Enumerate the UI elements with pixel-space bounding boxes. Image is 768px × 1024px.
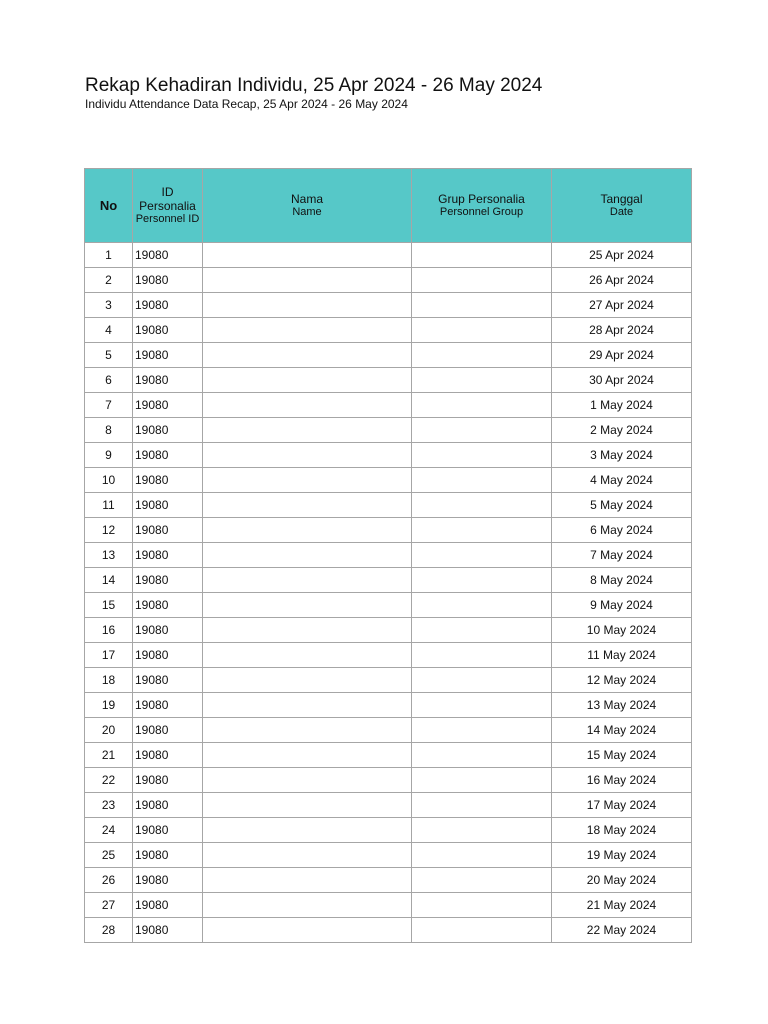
personnel-id-cell: 19080	[133, 443, 203, 468]
name-cell	[203, 543, 412, 568]
personnel-id-cell: 19080	[133, 868, 203, 893]
name-cell	[203, 418, 412, 443]
personnel-group-cell	[412, 318, 552, 343]
name-cell	[203, 868, 412, 893]
date-cell: 11 May 2024	[552, 643, 692, 668]
personnel-id-cell: 19080	[133, 318, 203, 343]
table-row	[85, 468, 692, 493]
name-cell	[203, 843, 412, 868]
table-row	[85, 493, 692, 518]
name-cell	[203, 243, 412, 268]
personnel-group-cell	[412, 693, 552, 718]
column-header-personnel-group	[412, 169, 552, 243]
personnel-group-cell	[412, 593, 552, 618]
row-number-cell: 3	[85, 293, 133, 318]
table-row	[85, 268, 692, 293]
name-cell	[203, 518, 412, 543]
name-cell	[203, 568, 412, 593]
table-row	[85, 793, 692, 818]
personnel-group-cell	[412, 868, 552, 893]
date-cell: 14 May 2024	[552, 718, 692, 743]
table-row	[85, 918, 692, 943]
personnel-id-cell: 19080	[133, 468, 203, 493]
name-cell	[203, 293, 412, 318]
personnel-id-cell: 19080	[133, 843, 203, 868]
table-row	[85, 843, 692, 868]
table-row	[85, 343, 692, 368]
personnel-group-cell	[412, 493, 552, 518]
name-cell	[203, 618, 412, 643]
personnel-group-cell	[412, 368, 552, 393]
column-header-date-label: Tanggal	[600, 192, 643, 206]
personnel-group-cell	[412, 918, 552, 943]
table-row	[85, 418, 692, 443]
personnel-id-cell: 19080	[133, 343, 203, 368]
name-cell	[203, 918, 412, 943]
personnel-group-cell	[412, 393, 552, 418]
row-number-cell: 20	[85, 718, 133, 743]
personnel-group-cell	[412, 468, 552, 493]
personnel-group-cell	[412, 418, 552, 443]
personnel-id-cell: 19080	[133, 918, 203, 943]
date-cell: 30 Apr 2024	[552, 368, 692, 393]
row-number-cell: 12	[85, 518, 133, 543]
date-cell: 15 May 2024	[552, 743, 692, 768]
header-row	[85, 169, 692, 243]
row-number-cell: 10	[85, 468, 133, 493]
date-cell: 1 May 2024	[552, 393, 692, 418]
date-cell: 4 May 2024	[552, 468, 692, 493]
personnel-id-cell: 19080	[133, 243, 203, 268]
personnel-id-cell: 19080	[133, 668, 203, 693]
date-cell: 29 Apr 2024	[552, 343, 692, 368]
personnel-group-cell	[412, 568, 552, 593]
column-header-no-label: No	[99, 197, 118, 213]
row-number-cell: 13	[85, 543, 133, 568]
row-number-cell: 18	[85, 668, 133, 693]
date-cell: 18 May 2024	[552, 818, 692, 843]
personnel-id-cell: 19080	[133, 618, 203, 643]
personnel-group-cell	[412, 843, 552, 868]
table-row	[85, 668, 692, 693]
date-cell: 2 May 2024	[552, 418, 692, 443]
name-cell	[203, 493, 412, 518]
table-row	[85, 568, 692, 593]
personnel-group-cell	[412, 343, 552, 368]
personnel-id-cell: 19080	[133, 418, 203, 443]
attendance-table	[84, 168, 692, 943]
personnel-id-cell: 19080	[133, 693, 203, 718]
date-cell: 21 May 2024	[552, 893, 692, 918]
personnel-group-cell	[412, 818, 552, 843]
personnel-group-cell	[412, 718, 552, 743]
column-header-name-label: Nama	[290, 192, 323, 206]
row-number-cell: 22	[85, 768, 133, 793]
date-cell: 28 Apr 2024	[552, 318, 692, 343]
table-row	[85, 593, 692, 618]
table-row	[85, 743, 692, 768]
table-row	[85, 618, 692, 643]
row-number-cell: 19	[85, 693, 133, 718]
column-header-date-sublabel: Date	[609, 206, 634, 218]
date-cell: 27 Apr 2024	[552, 293, 692, 318]
personnel-id-cell: 19080	[133, 793, 203, 818]
table-row	[85, 368, 692, 393]
table-row	[85, 518, 692, 543]
personnel-group-cell	[412, 518, 552, 543]
date-cell: 13 May 2024	[552, 693, 692, 718]
personnel-id-cell: 19080	[133, 718, 203, 743]
personnel-id-cell: 19080	[133, 768, 203, 793]
personnel-id-cell: 19080	[133, 493, 203, 518]
table-row	[85, 293, 692, 318]
personnel-id-cell: 19080	[133, 593, 203, 618]
row-number-cell: 14	[85, 568, 133, 593]
personnel-group-cell	[412, 268, 552, 293]
page-subtitle: Individu Attendance Data Recap, 25 Apr 2024 - 26 May 2024	[85, 97, 408, 111]
row-number-cell: 21	[85, 743, 133, 768]
row-number-cell: 24	[85, 818, 133, 843]
table-row	[85, 443, 692, 468]
row-number-cell: 26	[85, 868, 133, 893]
name-cell	[203, 818, 412, 843]
page-title: Rekap Kehadiran Individu, 25 Apr 2024 - 26 May 2024	[85, 75, 543, 96]
column-header-personnel-id-sublabel: Personnel ID	[135, 213, 200, 225]
date-cell: 8 May 2024	[552, 568, 692, 593]
personnel-group-cell	[412, 443, 552, 468]
personnel-group-cell	[412, 643, 552, 668]
column-header-no	[85, 169, 133, 243]
date-cell: 25 Apr 2024	[552, 243, 692, 268]
row-number-cell: 27	[85, 893, 133, 918]
date-cell: 16 May 2024	[552, 768, 692, 793]
personnel-group-cell	[412, 793, 552, 818]
table-row	[85, 868, 692, 893]
personnel-id-cell: 19080	[133, 368, 203, 393]
name-cell	[203, 368, 412, 393]
personnel-id-cell: 19080	[133, 293, 203, 318]
personnel-id-cell: 19080	[133, 518, 203, 543]
column-header-name	[203, 169, 412, 243]
name-cell	[203, 668, 412, 693]
name-cell	[203, 718, 412, 743]
name-cell	[203, 343, 412, 368]
table-header	[85, 169, 692, 243]
personnel-id-cell: 19080	[133, 393, 203, 418]
personnel-group-cell	[412, 743, 552, 768]
row-number-cell: 16	[85, 618, 133, 643]
table-body	[85, 243, 692, 943]
column-header-personnel-id	[133, 169, 203, 243]
name-cell	[203, 593, 412, 618]
personnel-group-cell	[412, 893, 552, 918]
column-header-personnel-id-label: ID Personalia	[139, 185, 196, 213]
name-cell	[203, 468, 412, 493]
date-cell: 20 May 2024	[552, 868, 692, 893]
row-number-cell: 17	[85, 643, 133, 668]
personnel-id-cell: 19080	[133, 568, 203, 593]
row-number-cell: 15	[85, 593, 133, 618]
column-header-personnel-group-label: Grup Personalia	[438, 192, 525, 206]
table-row	[85, 543, 692, 568]
row-number-cell: 9	[85, 443, 133, 468]
personnel-group-cell	[412, 618, 552, 643]
table-row	[85, 818, 692, 843]
column-header-name-sublabel: Name	[292, 206, 322, 218]
personnel-group-cell	[412, 243, 552, 268]
row-number-cell: 28	[85, 918, 133, 943]
date-cell: 5 May 2024	[552, 493, 692, 518]
name-cell	[203, 268, 412, 293]
date-cell: 26 Apr 2024	[552, 268, 692, 293]
row-number-cell: 1	[85, 243, 133, 268]
name-cell	[203, 693, 412, 718]
date-cell: 3 May 2024	[552, 443, 692, 468]
table-row	[85, 893, 692, 918]
table-row	[85, 693, 692, 718]
name-cell	[203, 643, 412, 668]
date-cell: 17 May 2024	[552, 793, 692, 818]
table-row	[85, 243, 692, 268]
name-cell	[203, 793, 412, 818]
row-number-cell: 11	[85, 493, 133, 518]
personnel-group-cell	[412, 668, 552, 693]
table-row	[85, 768, 692, 793]
name-cell	[203, 893, 412, 918]
table-row	[85, 643, 692, 668]
date-cell: 6 May 2024	[552, 518, 692, 543]
date-cell: 7 May 2024	[552, 543, 692, 568]
row-number-cell: 8	[85, 418, 133, 443]
date-cell: 10 May 2024	[552, 618, 692, 643]
name-cell	[203, 743, 412, 768]
row-number-cell: 23	[85, 793, 133, 818]
personnel-id-cell: 19080	[133, 543, 203, 568]
row-number-cell: 7	[85, 393, 133, 418]
name-cell	[203, 768, 412, 793]
personnel-id-cell: 19080	[133, 268, 203, 293]
date-cell: 19 May 2024	[552, 843, 692, 868]
personnel-id-cell: 19080	[133, 643, 203, 668]
personnel-group-cell	[412, 768, 552, 793]
table-row	[85, 318, 692, 343]
personnel-group-cell	[412, 293, 552, 318]
column-header-personnel-group-sublabel: Personnel Group	[439, 206, 524, 218]
name-cell	[203, 318, 412, 343]
personnel-id-cell: 19080	[133, 743, 203, 768]
name-cell	[203, 443, 412, 468]
table-row	[85, 718, 692, 743]
row-number-cell: 2	[85, 268, 133, 293]
date-cell: 12 May 2024	[552, 668, 692, 693]
row-number-cell: 6	[85, 368, 133, 393]
name-cell	[203, 393, 412, 418]
date-cell: 22 May 2024	[552, 918, 692, 943]
personnel-id-cell: 19080	[133, 893, 203, 918]
personnel-group-cell	[412, 543, 552, 568]
table-row	[85, 393, 692, 418]
personnel-id-cell: 19080	[133, 818, 203, 843]
row-number-cell: 4	[85, 318, 133, 343]
row-number-cell: 25	[85, 843, 133, 868]
column-header-date	[552, 169, 692, 243]
row-number-cell: 5	[85, 343, 133, 368]
date-cell: 9 May 2024	[552, 593, 692, 618]
